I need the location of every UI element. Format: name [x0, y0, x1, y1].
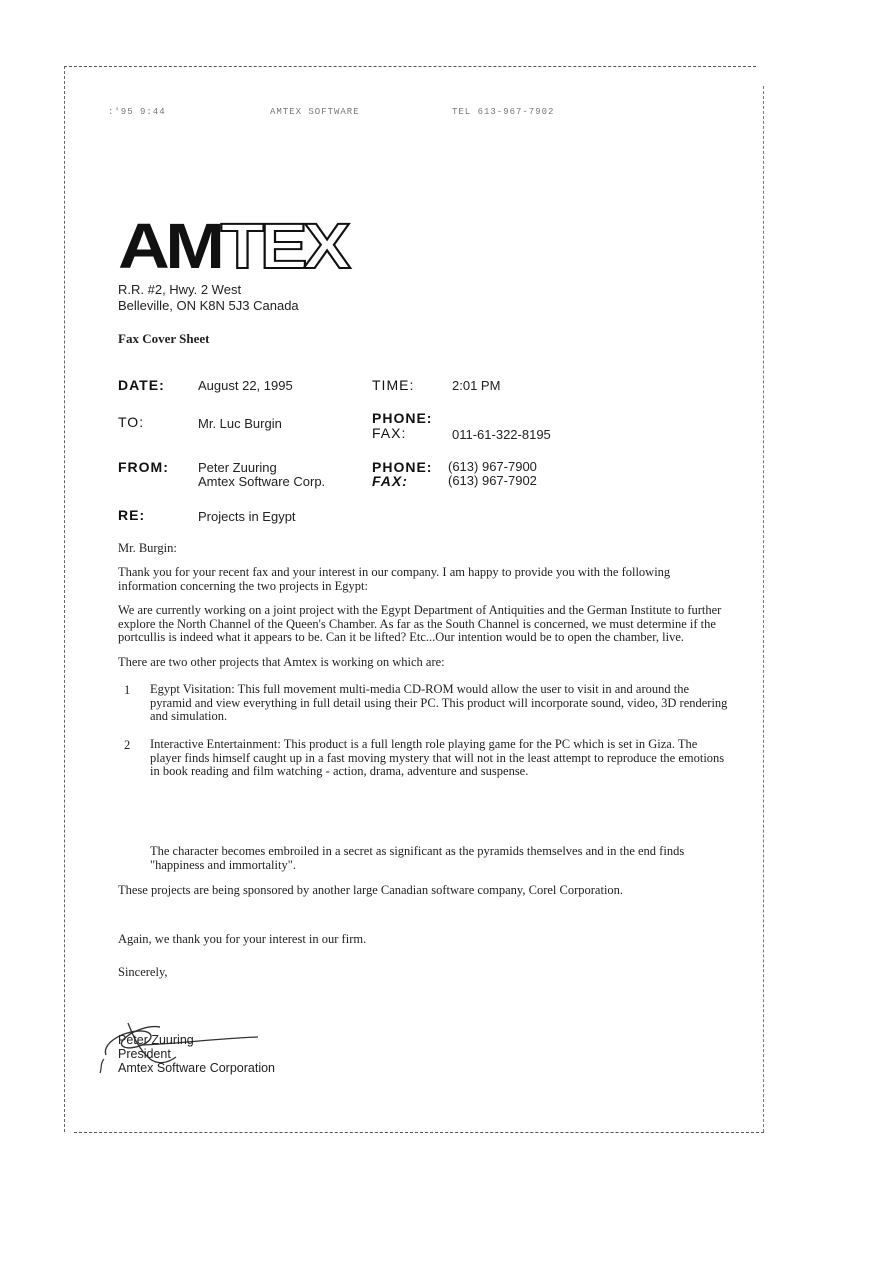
from-fax-label: FAX: [372, 473, 408, 489]
fax-header-tel: TEL 613-967-7902 [452, 107, 555, 117]
re-label: RE: [118, 507, 146, 523]
from-phone-value: (613) 967-7900 [448, 459, 537, 474]
time-value: 2:01 PM [452, 378, 501, 393]
closing: Sincerely, [118, 965, 168, 979]
from-name: Peter Zuuring [198, 460, 277, 475]
address-line-1: R.R. #2, Hwy. 2 West [118, 282, 242, 297]
to-fax-label: FAX: [372, 425, 407, 441]
signatory-name: Peter Zuuring [118, 1033, 194, 1047]
time-label: TIME: [372, 377, 415, 393]
paragraph-4: These projects are being sponsored by another large Canadian software company, Corel Corporation. [118, 883, 624, 897]
logo-solid-text: AM [118, 210, 221, 282]
date-label: DATE: [118, 377, 165, 393]
to-phone-label: PHONE: [372, 410, 433, 426]
re-value: Projects in Egypt [198, 509, 296, 524]
paragraph-5: Again, we thank you for your interest in our firm. [118, 932, 367, 946]
fax-header-sender: AMTEX SOFTWARE [270, 107, 360, 117]
paragraph-3: There are two other projects that Amtex is working on which are: [118, 655, 445, 669]
to-value: Mr. Luc Burgin [198, 416, 282, 431]
logo-outline-text: TEX [220, 210, 347, 282]
list-item-2-number: 2 [124, 738, 131, 752]
list-item-2: Interactive Entertainment: This product is a full length role playing game for the PC which is set in Giza. The player finds himself caught up in a fast moving mystery that will not in the least attempt to reproduce the emotions in book reading and film watching - action, drama, adventure and suspense. [150, 737, 725, 778]
page-edge-top [64, 66, 756, 67]
salutation: Mr. Burgin: [118, 541, 177, 555]
page-edge-left [64, 66, 65, 1132]
to-label: TO: [118, 414, 145, 430]
page-edge-right [763, 86, 764, 1132]
address-line-2: Belleville, ON K8N 5J3 Canada [118, 298, 299, 313]
list-item-1-number: 1 [124, 683, 131, 697]
document-title: Fax Cover Sheet [118, 331, 210, 346]
signatory-title: President [118, 1047, 171, 1061]
date-value: August 22, 1995 [198, 378, 293, 393]
fax-header-datetime: :'95 9:44 [108, 107, 166, 117]
signatory-company: Amtex Software Corporation [118, 1061, 276, 1075]
from-fax-value: (613) 967-7902 [448, 473, 537, 488]
paragraph-2: We are currently working on a joint project with the Egypt Department of Antiquities and the German Institute to further explore the North Channel of the Queen's Chamber. As far as the South Channel is concerned, we must determine if the portcullis is indeed what it appears to be. Can it be lifted? Etc...Our intention would be to open the chamber, live. [118, 603, 722, 644]
company-logo [118, 210, 347, 282]
from-company: Amtex Software Corp. [198, 474, 326, 489]
to-fax-value: 011-61-322-8195 [452, 427, 551, 442]
page-edge-bottom [74, 1132, 764, 1133]
list-item-1: Egypt Visitation: This full movement multi-media CD-ROM would allow the user to visit in and around the pyramid and view everything in full detail using their PC. This product will incorporate sound, video, 3D rendering and simulation. [150, 682, 728, 723]
from-label: FROM: [118, 459, 169, 475]
from-phone-label: PHONE: [372, 459, 433, 475]
paragraph-1: Thank you for your recent fax and your interest in our company. I am happy to provide you with the following information concerning the two projects in Egypt: [118, 565, 671, 593]
list-item-2-continued: The character becomes embroiled in a secret as significant as the pyramids themselves and in the end finds "happiness and immortality". [150, 844, 685, 872]
